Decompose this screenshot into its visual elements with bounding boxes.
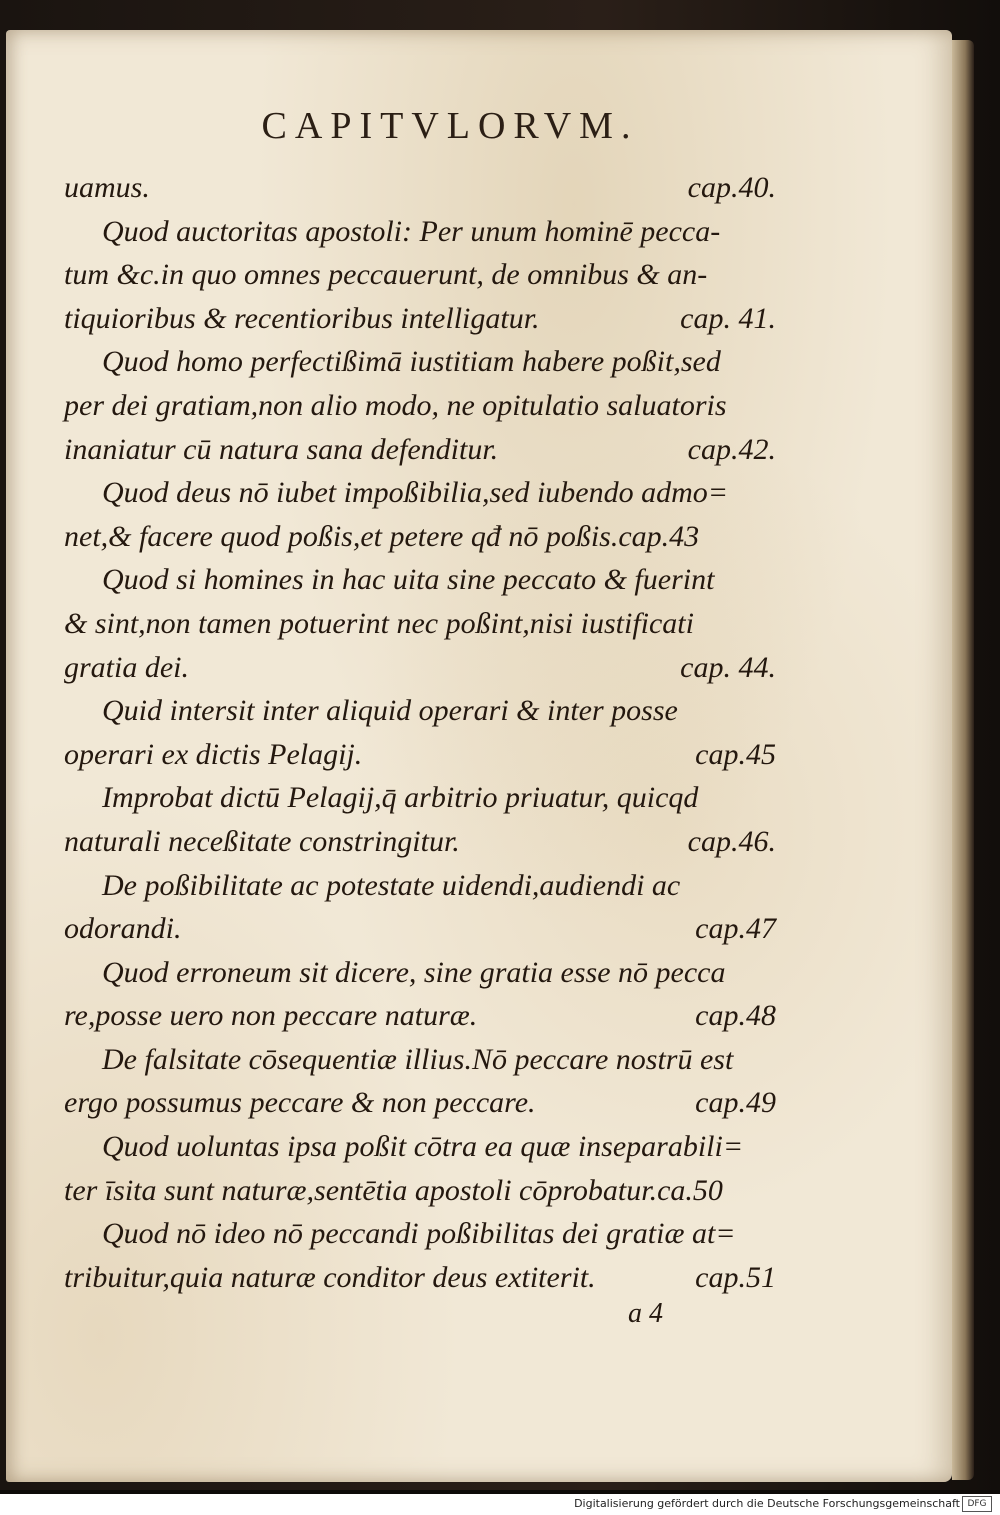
entry-line: [64, 733, 776, 777]
entry-chapter-number: cap.51: [695, 1260, 776, 1294]
entry-text: inaniatur cū natura sana defenditur.: [64, 432, 499, 466]
entry-text: ter īsita sunt naturæ,sentētia apostoli cōprobatur.ca.50: [64, 1173, 723, 1207]
entry-text: uamus.: [64, 171, 150, 204]
entry-chapter-number: cap. 44.: [680, 650, 776, 684]
entry-line: [64, 515, 776, 559]
entry-chapter-number: cap.48: [695, 999, 776, 1033]
entry-text: & sint,non tamen potuerint nec poßint,nisi iustificati: [64, 606, 694, 640]
entry-line: [64, 384, 776, 428]
chapter-list: [64, 166, 776, 1299]
entry-text: per dei gratiam,non alio modo, ne opitulatio saluatoris: [64, 388, 727, 422]
entry-line: [64, 689, 776, 733]
entry-text: Quod deus nō iubet impoßibilia,sed iubendo admo=: [102, 476, 729, 510]
entry-chapter-number: cap.40.: [687, 171, 776, 204]
entry-text: tum &c.in quo omnes peccauerunt, de omnibus & an-: [64, 258, 708, 292]
entry-line: [64, 558, 776, 602]
entry-line: [64, 297, 776, 341]
running-head: CAPITVLORVM.: [261, 105, 639, 147]
entry-line: [64, 864, 776, 908]
entry-text: naturali neceßitate constringitur.: [64, 824, 460, 858]
entry-text: Quod si homines in hac uita sine peccato & fuerint: [102, 563, 715, 597]
entry-line: [64, 166, 776, 210]
entry-chapter-number: cap.46.: [687, 824, 776, 858]
page-edge: [952, 40, 974, 1480]
entry-line: [64, 471, 776, 515]
entry-text: net,& facere quod poßis,et petere qđ nō poßis.cap.43: [64, 519, 700, 553]
entry-line: [64, 820, 776, 864]
entry-line: [64, 1169, 776, 1213]
entry-text: Quod homo perfectißimā iustitiam habere poßit,sed: [102, 345, 721, 379]
entry-line: [64, 1125, 776, 1169]
entry-line: [64, 994, 776, 1038]
entry-chapter-number: cap. 41.: [680, 301, 776, 335]
entry-text: re,posse uero non peccare naturæ.: [64, 999, 478, 1033]
footer-credit: Digitalisierung gefördert durch die Deutsche Forschungsgemeinschaft: [574, 1497, 960, 1510]
entry-line: [64, 907, 776, 951]
entry-line: [64, 1081, 776, 1125]
entry-text: Quid intersit inter aliquid operari & inter posse: [102, 694, 678, 728]
entry-text: operari ex dictis Pelagij.: [64, 737, 363, 771]
entry-line: [64, 1212, 776, 1256]
entry-line: [64, 253, 776, 297]
entry-line: [64, 776, 776, 820]
entry-text: De poßibilitate ac potestate uidendi,audiendi ac: [102, 868, 681, 902]
entry-text: tiquioribus & recentioribus intelligatur.: [64, 301, 540, 335]
entry-line: [64, 602, 776, 646]
signature-mark: a 4: [628, 1298, 663, 1329]
entry-line: [64, 1038, 776, 1082]
entry-line: [64, 428, 776, 472]
entry-text: odorandi.: [64, 912, 182, 946]
entry-text: tribuitur,quia naturæ conditor deus extiterit.: [64, 1260, 596, 1294]
entry-text: Improbat dictū Pelagij,q̄ arbitrio priuatur, quicqd: [102, 781, 699, 815]
entry-chapter-number: cap.45: [695, 737, 776, 771]
entry-line: [64, 646, 776, 690]
entry-text: ergo possumus peccare & non peccare.: [64, 1086, 536, 1120]
entry-text: Quod erroneum sit dicere, sine gratia esse nō pecca: [102, 955, 726, 989]
entry-text: Quod nō ideo nō peccandi poßibilitas dei gratiæ at=: [102, 1217, 736, 1251]
dfg-logo-icon: DFG: [962, 1496, 992, 1512]
entry-chapter-number: cap.47: [695, 912, 776, 946]
entry-line: [64, 340, 776, 384]
entry-chapter-number: cap.49: [695, 1086, 776, 1120]
entry-chapter-number: cap.42.: [687, 432, 776, 466]
entry-text: Quod uoluntas ipsa poßit cōtra ea quæ inseparabili=: [102, 1130, 744, 1164]
entry-line: [64, 951, 776, 995]
entry-line: [64, 210, 776, 254]
entry-text: Quod auctoritas apostoli: Per unum hominē pecca-: [102, 214, 721, 248]
entry-text: gratia dei.: [64, 650, 189, 684]
entry-text: De falsitate cōsequentiæ illius.Nō peccare nostrū est: [102, 1042, 734, 1076]
entry-line: [64, 1256, 776, 1300]
